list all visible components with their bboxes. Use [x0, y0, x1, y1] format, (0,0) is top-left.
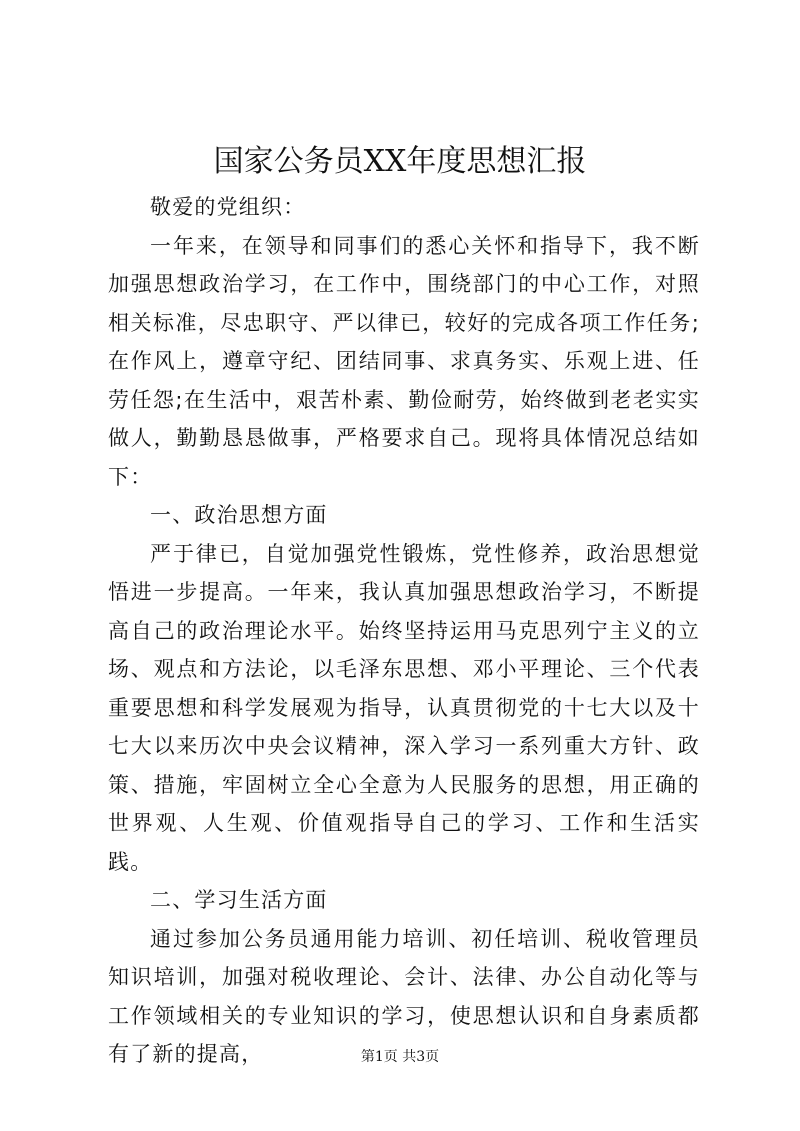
page-number-label: 第1页 共3页 [360, 1049, 440, 1065]
section-heading-politics: 一、政治思想方面 [150, 503, 328, 527]
paragraph-study: 通过参加公务员通用能力培训、初任培训、税收管理员知识培训，加强对税收理论、会计、法律、办公自动化等与工作领域相关的专业知识的学习，使思想认识和自身素质都有了新的提高， [108, 926, 700, 1066]
salutation: 敬爱的党组织： [150, 195, 306, 219]
page-footer [0, 1047, 800, 1067]
document-body [108, 188, 700, 1074]
document-title: 国家公务员XX年度思想汇报 [213, 144, 587, 179]
section-heading-study: 二、学习生活方面 [150, 888, 328, 912]
paragraph-politics: 严于律已，自觉加强党性锻炼，党性修养，政治思想觉悟进一步提高。一年来，我认真加强思想政治学习，不断提高自己的政治理论水平。始终坚持运用马克思列宁主义的立场、观点和方法论，以毛泽东思想、邓小平理论、三个代表重要思想和科学发展观为指导，认真贯彻党的十七大以及十七大以来历次中央会议精神，深入学习一系列重大方针、政策、措施，牢固树立全心全意为人民服务的思想，用正确的世界观、人生观、价值观指导自己的学习、工作和生活实践。 [108, 541, 700, 874]
paragraph-intro: 一年来，在领导和同事们的悉心关怀和指导下，我不断加强思想政治学习，在工作中，围绕部门的中心工作，对照相关标准，尽忠职守、严以律已，较好的完成各项工作任务;在作风上，遵章守纪、团结同事、求真务实、乐观上进、任劳任怨;在生活中，艰苦朴素、勤俭耐劳，始终做到老老实实做人，勤勤恳恳做事，严格要求自己。现将具体情况总结如下： [108, 233, 700, 489]
